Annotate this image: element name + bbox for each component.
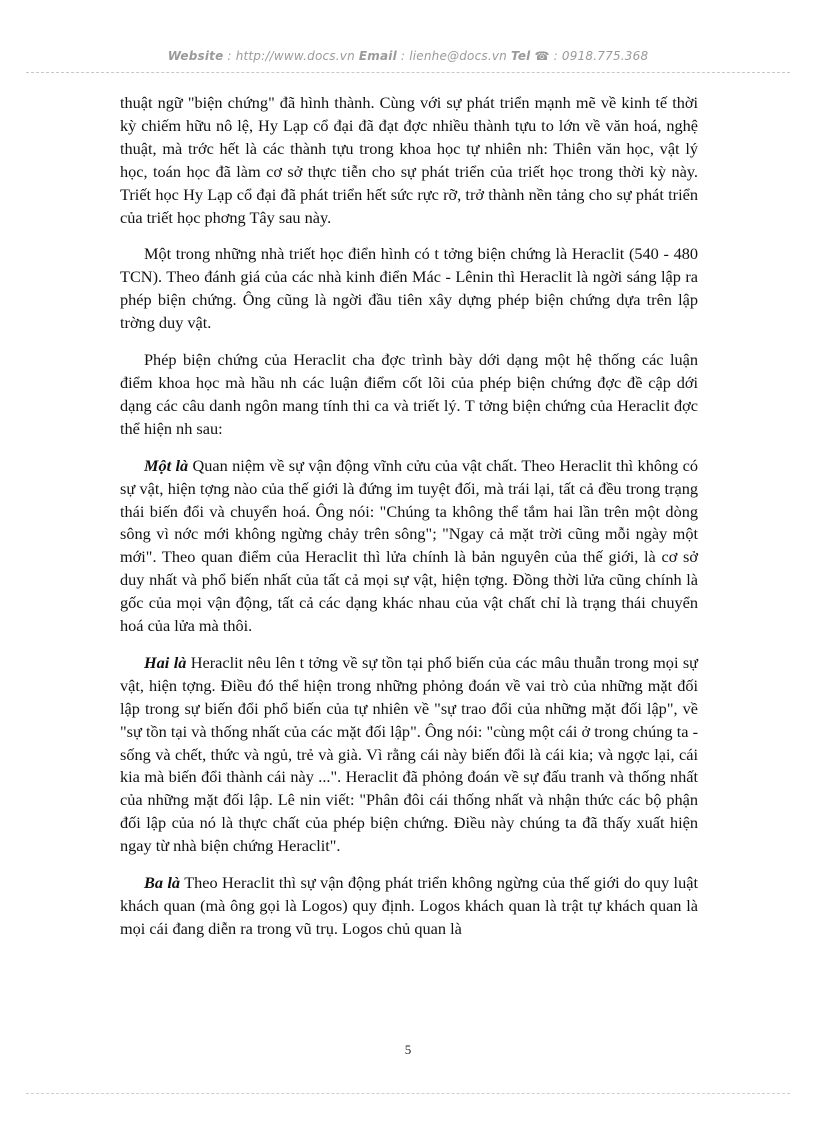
website-label: Website	[167, 49, 224, 63]
paragraph-text: Theo Heraclit thì sự vận động phát triển không ngừng của thế giới do quy luật khách quan (mà ông gọi là Logos) quy định. Logos khách quan là trật tự khách quan là mọi cái đang diễn ra trong vũ trụ. Logos chủ quan là	[120, 873, 698, 938]
phone-number: ☎ : 0918.775.368	[530, 49, 649, 63]
paragraph-point-two	[120, 652, 698, 858]
paragraph-text: Quan niệm về sự vận động vĩnh cửu của vật chất. Theo Heraclit thì không có sự vật, hiện tợng nào của thế giới là đứng im tuyệt đối, mà trái lại, tất cả đều trong trạng thái biến đổi và chuyển hoá. Ông nói: "Chúng ta không thể tắm hai lần trên một dòng sông vì nớc mới không ngừng chảy trên sông"; "Ngay cả mặt trời cũng mỗi ngày một mới". Theo quan điểm của Heraclit thì lửa chính là bản nguyên của thế giới, là cơ sở duy nhất và phổ biến nhất của tất cả mọi sự vật, hiện tợng. Đồng thời lửa cũng chính là gốc của mọi vận động, tất cả các dạng khác nhau của vật chất chỉ là trạng thái chuyển hoá của lửa mà thôi.	[120, 455, 698, 636]
paragraph-text: Phép biện chứng của Heraclit cha đợc trình bày dới dạng một hệ thống các luận điểm khoa học mà hầu nh các luận điểm cốt lõi của phép biện chứng đợc đề cập dới dạng các câu danh ngôn mang tính thi ca và triết lý. T tởng biện chứng của Heraclit đợc thể hiện nh sau:	[120, 350, 698, 438]
email-label: Email	[358, 49, 397, 63]
header-divider	[26, 72, 790, 73]
paragraph-point-one	[120, 455, 698, 638]
email-address[interactable]: : lienhe@docs.vn	[396, 49, 511, 63]
page-number: 5	[404, 1042, 412, 1057]
document-body	[120, 92, 698, 955]
tel-label: Tel	[510, 49, 531, 63]
point-heading: Một là	[144, 455, 189, 475]
paragraph-dialectics-overview	[120, 349, 698, 441]
paragraph-text: Heraclit nêu lên t tởng về sự tồn tại phổ biến của các mâu thuẫn trong mọi sự vật, hiện tợng. Điều đó thể hiện trong những phỏng đoán về vai trò của những mặt đối lập trong sự biến đổi phổ biến của tự nhiên về "sự trao đổi của những mặt đối lập", về "sự tồn tại và thống nhất của các mặt đối lập". Ông nói: "cùng một cái ở trong chúng ta - sống và chết, thức và ngủ, trẻ và già. Vì rằng cái này biến đổi là cái kia; và ngợc lại, cái kia mà biến đổi thành cái này ...". Heraclit đã phỏng đoán về sự đấu tranh và thống nhất của những mặt đối lập. Lê nin viết: "Phân đôi cái thống nhất và nhận thức các bộ phận đối lập của nó là thực chất của phép biện chứng. Điều này chúng ta đã thấy xuất hiện ngay từ nhà biện chứng Heraclit".	[120, 652, 698, 856]
paragraph-text: thuật ngữ "biện chứng" đã hình thành. Cùng với sự phát triển mạnh mẽ về kinh tế thời kỳ chiếm hữu nô lệ, Hy Lạp cổ đại đã đạt đợc nhiều thành tựu to lớn về văn hoá, nghệ thuật, mà trớc hết là các thành tựu trong khoa học tự nhiên nh: Thiên văn học, vật lý học, toán học đã làm cơ sở thực tiễn cho sự phát triển của triết học trong thời kỳ này. Triết học Hy Lạp cổ đại đã phát triển hết sức rực rỡ, trở thành nền tảng cho sự phát triển của triết học phơng Tây sau này.	[120, 93, 698, 227]
point-heading: Hai là	[144, 652, 187, 672]
paragraph-intro-continued	[120, 92, 698, 229]
page-header	[0, 49, 816, 63]
paragraph-text: Một trong những nhà triết học điển hình có t tởng biện chứng là Heraclit (540 - 480 TCN). Theo đánh giá của các nhà kinh điển Mác - Lênin thì Heraclit là ngời sáng lập ra phép biện chứng. Ông cũng là ngời đầu tiên xây dựng phép biện chứng dựa trên lập trờng duy vật.	[120, 244, 698, 333]
paragraph-heraclit-intro	[120, 243, 698, 335]
website-url[interactable]: : http://www.docs.vn	[223, 49, 359, 63]
paragraph-point-three	[120, 872, 698, 941]
footer-divider	[26, 1093, 790, 1094]
point-heading: Ba là	[144, 873, 181, 893]
